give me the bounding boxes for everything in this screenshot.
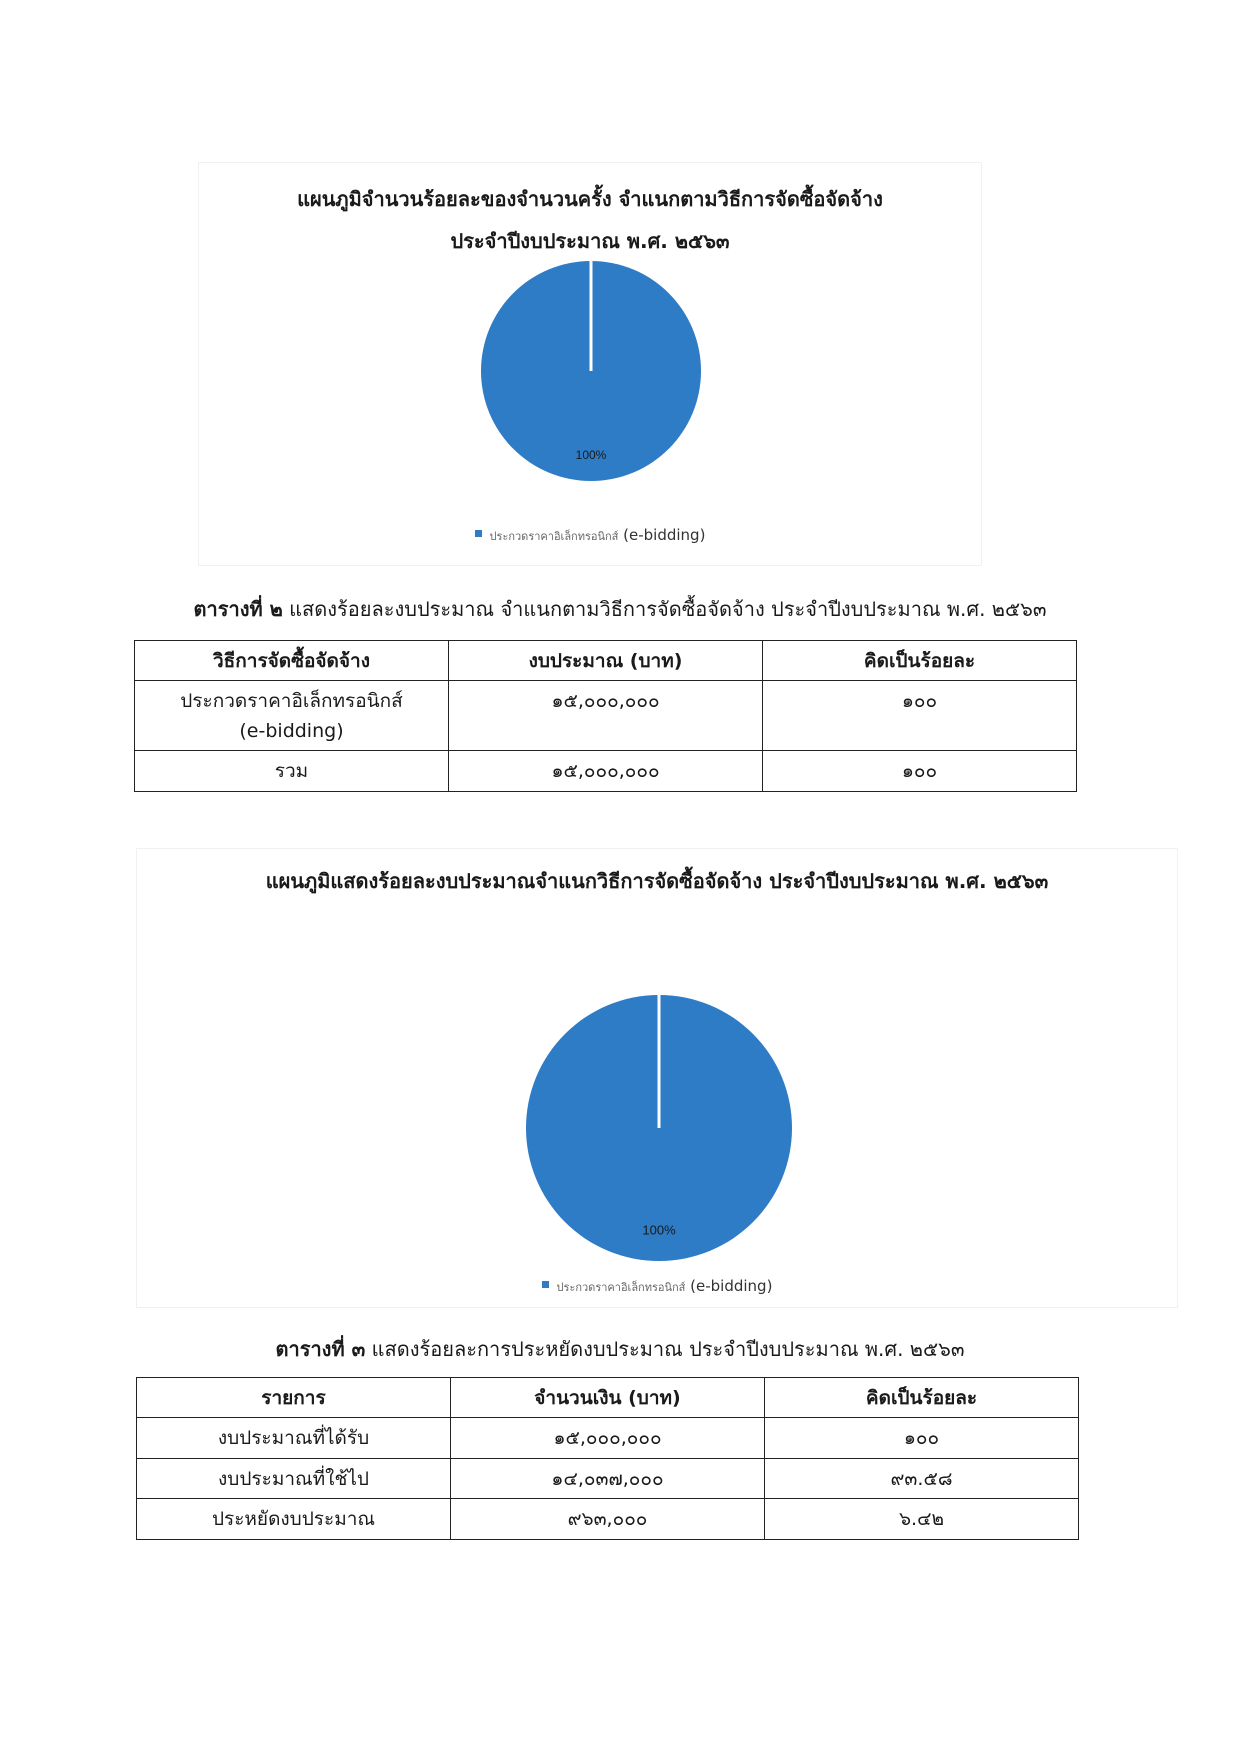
cell-method bbox=[135, 681, 449, 751]
header-method: วิธีการจัดซื้อจัดจ้าง bbox=[135, 641, 449, 681]
header-amount: งบประมาณ (บาท) bbox=[449, 641, 763, 681]
cell-amount: ๙๖๓,๐๐๐ bbox=[451, 1499, 765, 1539]
cell-percent: ๑๐๐ bbox=[763, 751, 1077, 791]
table-2 bbox=[134, 640, 1077, 792]
cell-percent: ๙๓.๕๘ bbox=[765, 1458, 1079, 1498]
header-percent: คิดเป็นร้อยละ bbox=[763, 641, 1077, 681]
legend-label-small: ประกวดราคาอิเล็กทรอนิกส์ bbox=[556, 1281, 686, 1294]
cell-percent: ๑๐๐ bbox=[763, 681, 1077, 751]
pie-data-label: 100% bbox=[575, 448, 607, 462]
cell-item: งบประมาณที่ได้รับ bbox=[137, 1418, 451, 1458]
chart-2-legend bbox=[137, 1277, 1177, 1296]
legend-label-large: (e-bidding) bbox=[690, 1277, 773, 1295]
header-percent: คิดเป็นร้อยละ bbox=[765, 1378, 1079, 1418]
table-row bbox=[135, 681, 1077, 751]
chart-1-pie bbox=[479, 259, 703, 483]
chart-1-title: แผนภูมิจำนวนร้อยละของจำนวนครั้ง จำแนกตามวิธีการจัดซื้อจัดจ้าง bbox=[297, 187, 883, 211]
cell-percent: ๖.๔๒ bbox=[765, 1499, 1079, 1539]
table-row bbox=[137, 1418, 1079, 1458]
table-header-row bbox=[135, 641, 1077, 681]
table-header-row bbox=[137, 1378, 1079, 1418]
pie-data-label: 100% bbox=[642, 1222, 676, 1238]
method-line-1: ประกวดราคาอิเล็กทรอนิกส์ bbox=[180, 690, 403, 713]
method-line-2: (e-bidding) bbox=[239, 719, 344, 742]
table-row-total bbox=[135, 751, 1077, 791]
table-3-caption bbox=[0, 1333, 1240, 1365]
header-item: รายการ bbox=[137, 1378, 451, 1418]
table-3-caption-label: ตารางที่ ๓ bbox=[275, 1337, 366, 1361]
cell-amount: ๑๔,๐๓๗,๐๐๐ bbox=[451, 1458, 765, 1498]
table-2-caption-text: แสดงร้อยละงบประมาณ จำแนกตามวิธีการจัดซื้อจัดจ้าง ประจำปีงบประมาณ พ.ศ. ๒๕๖๓ bbox=[289, 597, 1047, 621]
table-2-caption bbox=[0, 593, 1240, 625]
cell-method: รวม bbox=[135, 751, 449, 791]
table-2-caption-label: ตารางที่ ๒ bbox=[193, 597, 283, 621]
table-3 bbox=[136, 1377, 1079, 1540]
legend-swatch bbox=[542, 1281, 549, 1288]
chart-2-title: แผนภูมิแสดงร้อยละงบประมาณจำแนกวิธีการจัดซื้อจัดจ้าง ประจำปีงบประมาณ พ.ศ. ๒๕๖๓ bbox=[265, 869, 1049, 893]
legend-label-small: ประกวดราคาอิเล็กทรอนิกส์ bbox=[489, 530, 619, 543]
table-row bbox=[137, 1458, 1079, 1498]
cell-amount: ๑๕,๐๐๐,๐๐๐ bbox=[449, 681, 763, 751]
cell-item: ประหยัดงบประมาณ bbox=[137, 1499, 451, 1539]
chart-1 bbox=[198, 162, 982, 566]
table-3-caption-text: แสดงร้อยละการประหยัดงบประมาณ ประจำปีงบประมาณ พ.ศ. ๒๕๖๓ bbox=[371, 1337, 965, 1361]
cell-amount: ๑๕,๐๐๐,๐๐๐ bbox=[449, 751, 763, 791]
chart-2-pie bbox=[524, 993, 794, 1263]
cell-percent: ๑๐๐ bbox=[765, 1418, 1079, 1458]
chart-1-legend bbox=[199, 526, 981, 545]
header-amount: จำนวนเงิน (บาท) bbox=[451, 1378, 765, 1418]
legend-swatch bbox=[475, 530, 482, 537]
cell-item: งบประมาณที่ใช้ไป bbox=[137, 1458, 451, 1498]
table-row bbox=[137, 1499, 1079, 1539]
cell-amount: ๑๕,๐๐๐,๐๐๐ bbox=[451, 1418, 765, 1458]
chart-1-subtitle: ประจำปีงบประมาณ พ.ศ. ๒๕๖๓ bbox=[450, 229, 730, 253]
chart-2 bbox=[136, 848, 1178, 1308]
legend-label-large: (e-bidding) bbox=[623, 526, 706, 544]
